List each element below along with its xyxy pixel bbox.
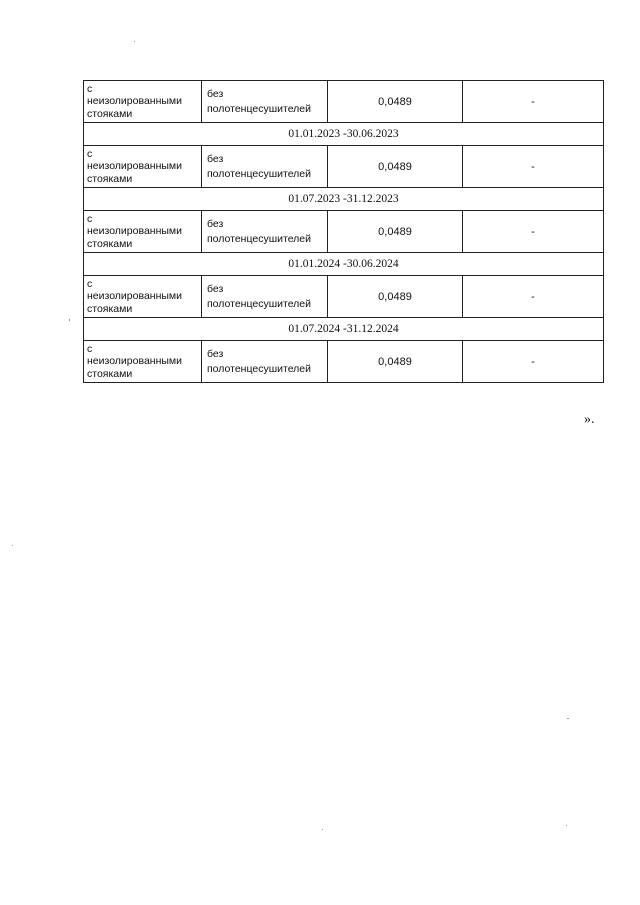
tariff-table bbox=[83, 80, 604, 383]
closing-quote: ». bbox=[584, 412, 595, 427]
empty-value-cell: - bbox=[463, 276, 604, 318]
riser-type-cell: с неизолированными стояками bbox=[84, 276, 202, 318]
period-row bbox=[84, 188, 604, 211]
towel-dryer-cell: без полотенцесушителей bbox=[202, 211, 328, 253]
period-label: 01.07.2024 -31.12.2024 bbox=[84, 318, 604, 341]
period-label: 01.07.2023 -31.12.2023 bbox=[84, 188, 604, 211]
scan-speck bbox=[567, 718, 569, 719]
table-row bbox=[84, 341, 604, 383]
norm-value-cell: 0,0489 bbox=[328, 146, 463, 188]
table-row bbox=[84, 81, 604, 123]
towel-dryer-cell: без полотенцесушителей bbox=[202, 276, 328, 318]
riser-type-cell: с неизолированными стояками bbox=[84, 211, 202, 253]
riser-type-cell: с неизолированными стояками bbox=[84, 81, 202, 123]
period-row bbox=[84, 123, 604, 146]
table-row bbox=[84, 211, 604, 253]
table-row bbox=[84, 146, 604, 188]
empty-value-cell: - bbox=[463, 146, 604, 188]
scan-speck bbox=[322, 829, 323, 830]
empty-value-cell: - bbox=[463, 81, 604, 123]
scan-speck bbox=[134, 41, 135, 42]
riser-type-cell: с неизолированными стояками bbox=[84, 341, 202, 383]
norm-value-cell: 0,0489 bbox=[328, 211, 463, 253]
norm-value-cell: 0,0489 bbox=[328, 81, 463, 123]
scan-speck bbox=[566, 825, 567, 826]
empty-value-cell: - bbox=[463, 211, 604, 253]
towel-dryer-cell: без полотенцесушителей bbox=[202, 341, 328, 383]
table-row bbox=[84, 276, 604, 318]
scan-speck bbox=[12, 545, 13, 546]
norm-value-cell: 0,0489 bbox=[328, 276, 463, 318]
norm-value-cell: 0,0489 bbox=[328, 341, 463, 383]
period-row bbox=[84, 253, 604, 276]
period-label: 01.01.2024 -30.06.2024 bbox=[84, 253, 604, 276]
period-label: 01.01.2023 -30.06.2023 bbox=[84, 123, 604, 146]
empty-value-cell: - bbox=[463, 341, 604, 383]
period-row bbox=[84, 318, 604, 341]
towel-dryer-cell: без полотенцесушителей bbox=[202, 81, 328, 123]
scan-speck bbox=[69, 319, 70, 321]
towel-dryer-cell: без полотенцесушителей bbox=[202, 146, 328, 188]
riser-type-cell: с неизолированными стояками bbox=[84, 146, 202, 188]
